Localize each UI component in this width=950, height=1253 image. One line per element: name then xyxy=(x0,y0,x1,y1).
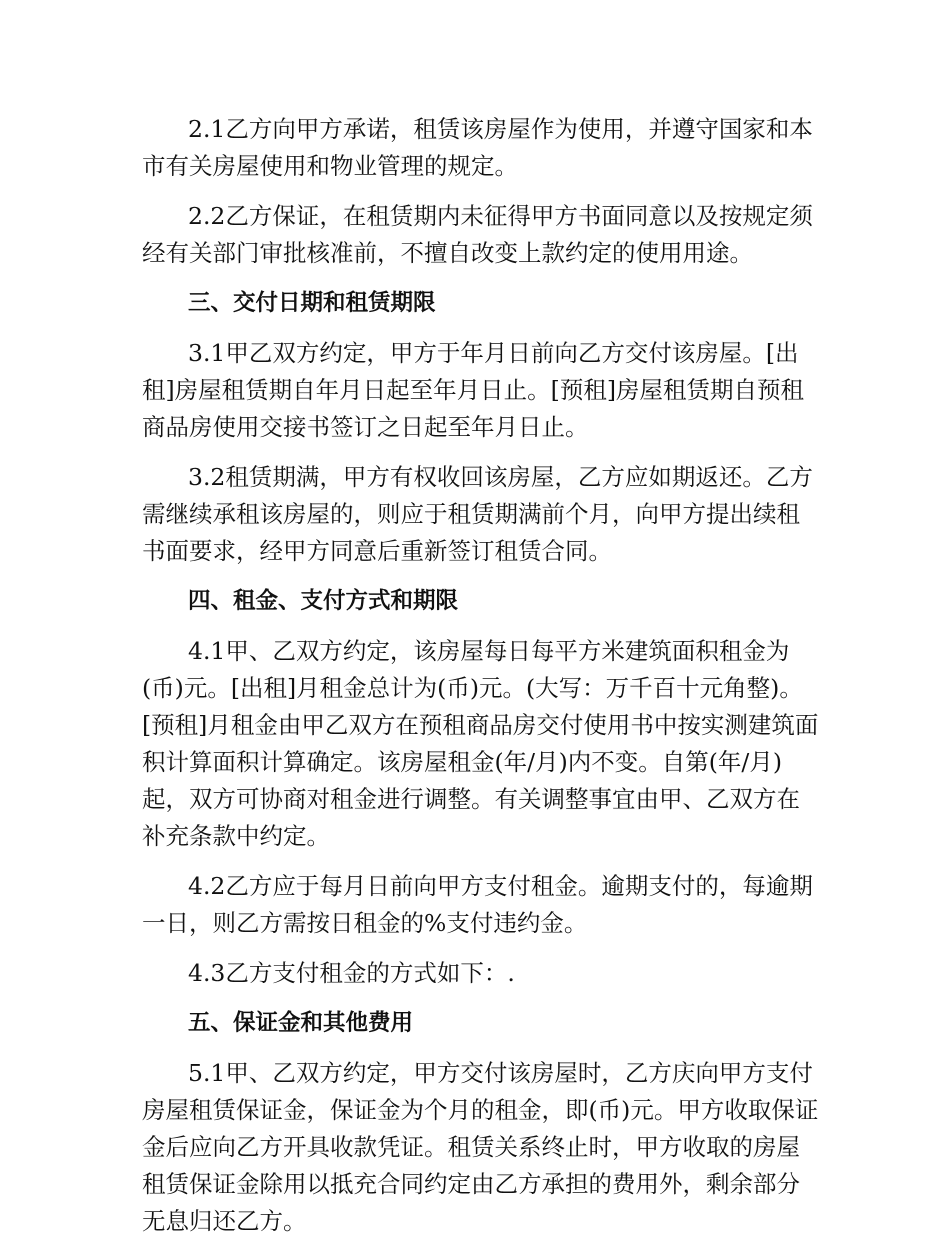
clause-2-1: 2.1乙方向甲方承诺，租赁该房屋作为使用，并遵守国家和本市有关房屋使用和物业管理的规定。 xyxy=(142,115,813,180)
clause-4-3: 4.3乙方支付租金的方式如下：. xyxy=(188,959,515,987)
document-body xyxy=(142,111,822,1253)
section-heading-3: 三、交付日期和租赁期限 xyxy=(188,290,436,316)
clause-2-2: 2.2乙方保证，在租赁期内未征得甲方书面同意以及按规定须经有关部门审批核准前，不擅自改变上款约定的使用用途。 xyxy=(142,202,813,267)
clause-3-1: 3.1甲乙双方约定，甲方于年月日前向乙方交付该房屋。[出租]房屋租赁期自年月日起至年月日止。[预租]房屋租赁期自预租商品房使用交接书签订之日起至年月日止。 xyxy=(142,339,805,441)
clause-5-1: 5.1甲、乙双方约定，甲方交付该房屋时，乙方庆向甲方支付房屋租赁保证金，保证金为个月的租金，即(币)元。甲方收取保证金后应向乙方开具收款凭证。租赁关系终止时，甲方收取的房屋租赁保证金除用以抵充合同约定由乙方承担的费用外，剩余部分无息归还乙方。 xyxy=(142,1059,819,1235)
clause-3-2: 3.2租赁期满，甲方有权收回该房屋，乙方应如期返还。乙方需继续承租该房屋的，则应于租赁期满前个月，向甲方提出续租书面要求，经甲方同意后重新签订租赁合同。 xyxy=(142,463,813,565)
clause-4-2: 4.2乙方应于每月日前向甲方支付租金。逾期支付的，每逾期一日，则乙方需按日租金的%支付违约金。 xyxy=(142,872,813,937)
section-heading-5: 五、保证金和其他费用 xyxy=(188,1010,414,1036)
section-heading-4: 四、租金、支付方式和期限 xyxy=(188,588,459,614)
clause-4-1: 4.1甲、乙双方约定，该房屋每日每平方米建筑面积租金为(币)元。[出租]月租金总计为(币)元。(大写：万千百十元角整)。[预租]月租金由甲乙双方在预租商品房交付使用书中按实测建筑面积计算面积计算确定。该房屋租金(年/月)内不变。自第(年/月)起，双方可协商对租金进行调整。有关调整事宜由甲、乙双方在补充条款中约定。 xyxy=(142,637,819,850)
